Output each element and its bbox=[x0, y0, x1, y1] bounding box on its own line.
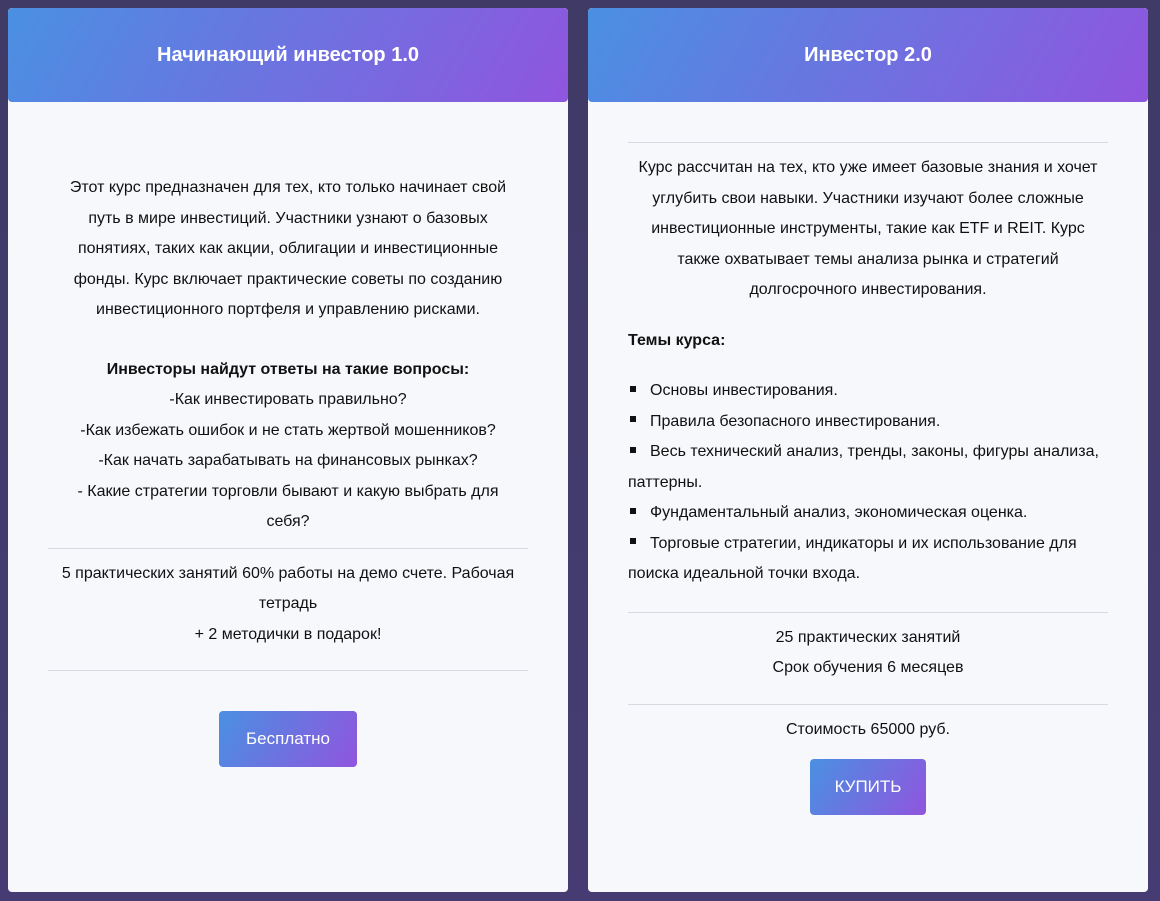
question-item: -Как начать зарабатывать на финансовых рынках? bbox=[98, 452, 478, 469]
question-item: себя? bbox=[266, 513, 310, 530]
description-line: также охватывает темы анализа рынка и стратегий bbox=[677, 250, 1059, 268]
square-bullet-icon bbox=[630, 538, 636, 544]
course-description bbox=[48, 173, 528, 326]
practice-line: 5 практических занятий 60% работы на демо счете. Рабочая bbox=[61, 564, 515, 582]
description-line: долгосрочного инвестирования. bbox=[749, 281, 987, 298]
topics-heading: Темы курса: bbox=[628, 331, 726, 349]
list-item: Весь технический анализ, тренды, законы, фигуры анализа, bbox=[628, 437, 1108, 468]
list-item: Фундаментальный анализ, экономическая оценка. bbox=[628, 498, 1108, 529]
questions-heading: Инвесторы найдут ответы на такие вопросы: bbox=[106, 360, 470, 378]
list-item: Основы инвестирования. bbox=[628, 376, 1108, 407]
description-line: фонды. Курс включает практические советы по созданию bbox=[73, 270, 503, 288]
topics-list bbox=[628, 376, 1108, 590]
course-description bbox=[628, 153, 1108, 306]
description-line: путь в мире инвестиций. Участники узнают о базовых bbox=[88, 209, 488, 227]
buy-button[interactable]: КУПИТЬ bbox=[810, 759, 926, 815]
description-line: Курс рассчитан на тех, кто уже имеет базовые знания и хочет bbox=[638, 159, 1098, 176]
square-bullet-icon bbox=[630, 386, 636, 392]
list-item: Торговые стратегии, индикаторы и их использование для bbox=[628, 529, 1108, 560]
description-line: инвестиционного портфеля и управлению рисками. bbox=[96, 301, 480, 318]
practice-line: 25 практических занятий bbox=[775, 628, 961, 646]
description-line: Этот курс предназначен для тех, кто только начинает свой bbox=[69, 179, 507, 196]
description-line: инвестиционные инструменты, такие как ETF и REIT. Курс bbox=[651, 220, 1085, 237]
card-header bbox=[8, 8, 568, 102]
price: Стоимость 65000 руб. bbox=[786, 720, 950, 738]
description-line: понятиях, таких как акции, облигации и инвестиционные bbox=[77, 240, 499, 257]
practice-line: Срок обучения 6 месяцев bbox=[772, 659, 964, 676]
practice-line: + 2 методички в подарок! bbox=[194, 625, 382, 643]
list-item-continuation: поиска идеальной точки входа. bbox=[628, 565, 861, 582]
practice-info bbox=[628, 623, 1108, 684]
card-title: Инвестор 2.0 bbox=[804, 43, 932, 66]
course-card-investor bbox=[588, 8, 1148, 892]
list-item-continuation: паттерны. bbox=[628, 473, 703, 491]
square-bullet-icon bbox=[630, 447, 636, 453]
description-line: углубить свои навыки. Участники изучают более сложные bbox=[652, 189, 1084, 207]
square-bullet-icon bbox=[630, 508, 636, 514]
question-item: - Какие стратегии торговли бывают и какую выбрать для bbox=[77, 482, 499, 500]
practice-info bbox=[48, 559, 528, 651]
card-body bbox=[8, 102, 568, 767]
free-enroll-button[interactable]: Бесплатно bbox=[219, 711, 357, 767]
question-item: -Как инвестировать правильно? bbox=[169, 391, 407, 408]
card-header bbox=[588, 8, 1148, 102]
practice-line: тетрадь bbox=[258, 595, 318, 612]
question-item: -Как избежать ошибок и не стать жертвой мошенников? bbox=[80, 421, 496, 439]
card-body bbox=[588, 102, 1148, 815]
card-title: Начинающий инвестор 1.0 bbox=[157, 43, 419, 66]
square-bullet-icon bbox=[630, 416, 636, 422]
questions-list bbox=[48, 385, 528, 538]
list-item: Правила безопасного инвестирования. bbox=[628, 407, 1108, 438]
course-card-beginner bbox=[8, 8, 568, 892]
